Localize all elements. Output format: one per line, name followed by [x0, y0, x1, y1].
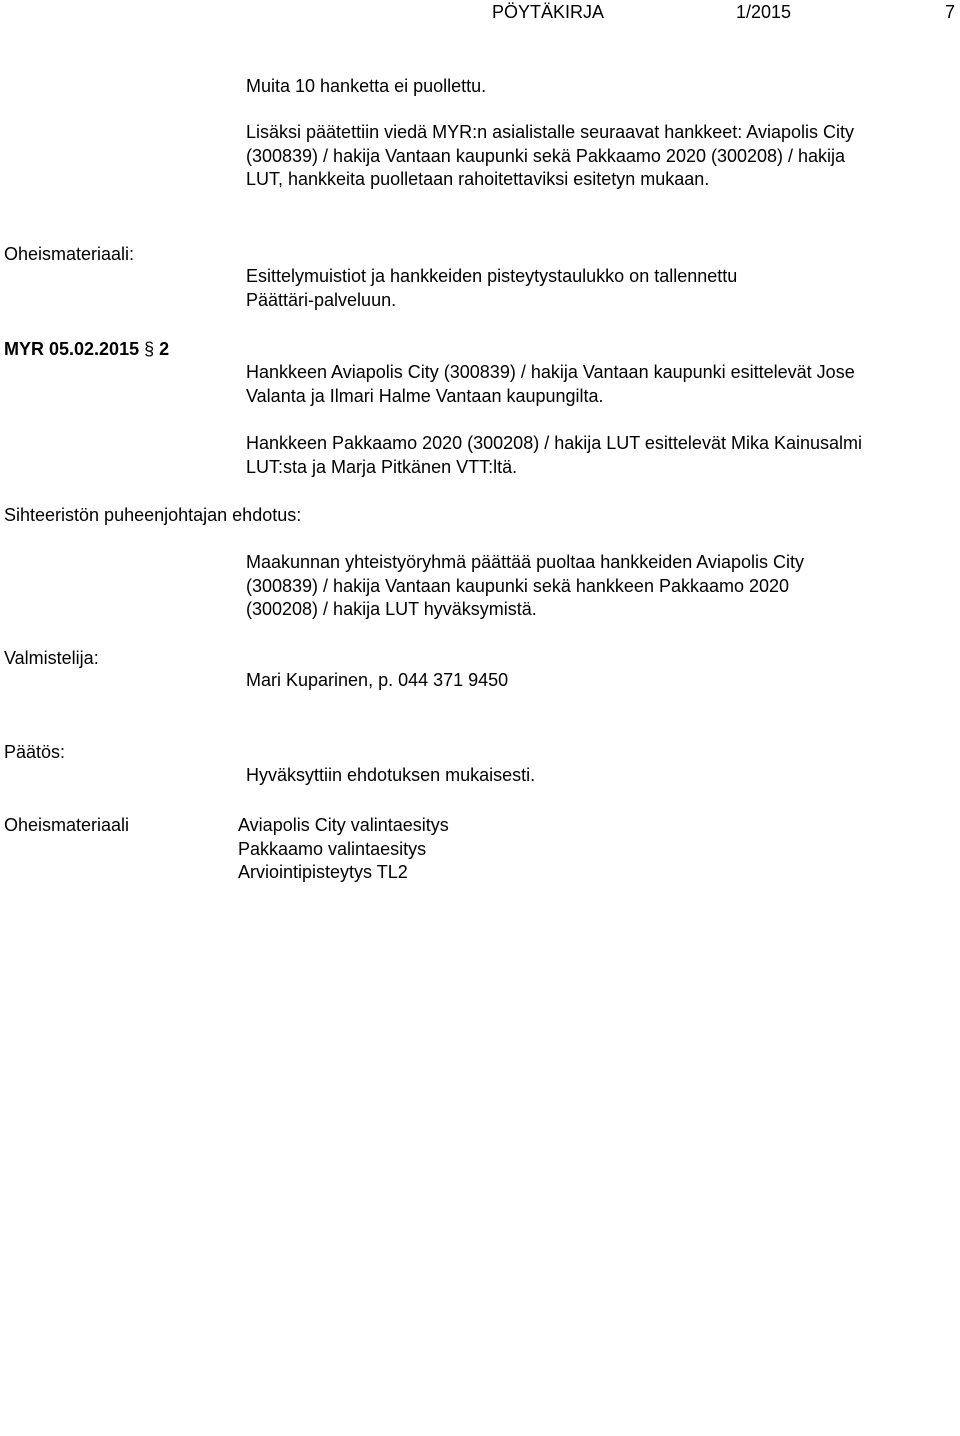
attachment-item: Pakkaamo valintaesitys [238, 838, 427, 859]
additional-line: Lisäksi päätettiin viedä MYR:n asialistalle seuraavat hankkeet: Aviapolis City [246, 122, 854, 142]
section-heading [4, 338, 169, 361]
section-number: 2 [159, 339, 170, 359]
additional-line: (300839) / hakija Vantaan kaupunki sekä Pakkaamo 2020 (300208) / hakija [246, 145, 846, 166]
preparer-label: Valmistelija: [4, 648, 99, 668]
proposal-label: Sihteeristön puheenjohtajan ehdotus: [4, 505, 302, 525]
presenters-paragraph-1 [246, 361, 956, 408]
attachments-note-label: Oheismateriaali: [4, 244, 135, 264]
proposal-line: Maakunnan yhteistyöryhmä päättää puoltaa hankkeiden Aviapolis City [246, 552, 805, 572]
proposal-text [246, 551, 956, 622]
section-sign: § [144, 339, 155, 359]
decision-label: Päätös: [4, 742, 66, 762]
attachments-list [238, 814, 449, 885]
decision-value: Hyväksyttiin ehdotuksen mukaisesti. [246, 765, 536, 785]
rejected-note: Muita 10 hanketta ei puollettu. [246, 76, 487, 96]
attachment-item: Aviapolis City valintaesitys [238, 815, 449, 835]
paragraph-line: Hankkeen Aviapolis City (300839) / hakija Vantaan kaupunki esittelevät Jose [246, 362, 855, 382]
document-type: PÖYTÄKIRJA [492, 2, 605, 22]
paragraph-line: Valanta ja Ilmari Halme Vantaan kaupungilta. [246, 385, 604, 406]
attachments-note-line: Päättäri-palveluun. [246, 289, 397, 310]
paragraph-line: LUT:sta ja Marja Pitkänen VTT:ltä. [246, 456, 518, 477]
proposal-line: (300208) / hakija LUT hyväksymistä. [246, 599, 537, 619]
proposal-line: (300839) / hakija Vantaan kaupunki sekä hankkeen Pakkaamo 2020 [246, 575, 790, 596]
attachments-note-text [246, 265, 956, 312]
preparer-value: Mari Kuparinen, p. 044 371 9450 [246, 670, 509, 690]
document-number: 1/2015 [736, 2, 792, 22]
additional-line: LUT, hankkeita puolletaan rahoitettaviksi esitetyn mukaan. [246, 169, 710, 189]
attachments-note-line: Esittelymuistiot ja hankkeiden pisteytystaulukko on tallennettu [246, 266, 738, 286]
attachment-item: Arviointipisteytys TL2 [238, 862, 408, 882]
attachments-label: Oheismateriaali [4, 815, 130, 835]
additional-paragraph [246, 121, 956, 192]
presenters-paragraph-2 [246, 432, 956, 479]
meeting-reference: MYR 05.02.2015 [4, 339, 140, 359]
page-number: 7 [945, 2, 956, 22]
paragraph-line: Hankkeen Pakkaamo 2020 (300208) / hakija LUT esittelevät Mika Kainusalmi [246, 433, 862, 453]
